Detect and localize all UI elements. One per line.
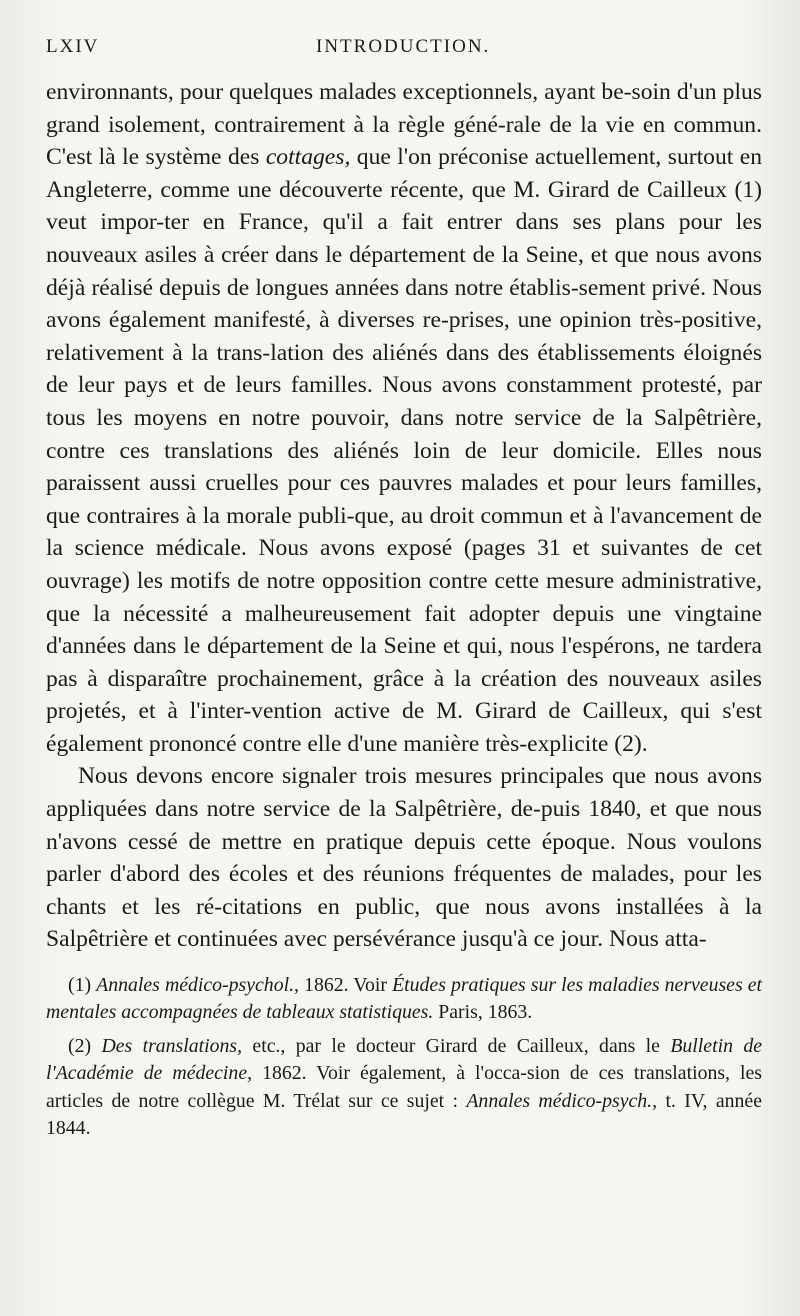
paragraph-1-text-a: environnants, pour quelques malades exceptionnels, ayant be-soin d'un plus grand isolement, contrairement à la règle géné-rale de la vie en commun. C'est là le système des	[46, 79, 762, 171]
footnote-2-mid: etc., par le docteur Girard de Cailleux, dans le	[242, 1034, 671, 1057]
running-title: INTRODUCTION.	[316, 36, 491, 57]
footnote-2-end: t. IV, année 1844.	[46, 1089, 762, 1140]
footnote-1-end: Paris, 1863.	[433, 1001, 533, 1024]
footnote-2-title: Des translations,	[101, 1034, 243, 1057]
footnote-2-mid2: 1862. Voir également, à l'occa-sion de ces translations, les articles de notre collègue M. Trélat sur ce sujet :	[46, 1062, 762, 1112]
page-header	[46, 36, 762, 76]
page-number: LXIV	[46, 36, 100, 57]
footnote-1-mark: (1)	[68, 974, 92, 997]
main-text	[46, 76, 762, 956]
footnote-2-mark: (2)	[68, 1034, 92, 1057]
footnote-2	[46, 1033, 762, 1143]
paragraph-1	[46, 76, 762, 760]
footnote-1-work: Études pratiques sur les maladies nerveuses et mentales accompagnées de tableaux statistiques.	[46, 974, 763, 1024]
paragraph-2: Nous devons encore signaler trois mesures principales que nous avons appliquées dans notre service de la Salpêtrière, de-puis 1840, et que nous n'avons cessé de mettre en pratique depuis cette époque. Nous voulons parler d'abord des écoles et des réunions fréquentes de malades, pour les chants et les ré-citations en public, que nous avons installées à la Salpêtrière et continuées avec persévérance jusqu'à ce jour. Nous atta-	[46, 763, 762, 953]
footnote-2-bulletin: Bulletin de l'Académie de médecine,	[46, 1034, 762, 1085]
footnote-1-mid: 1862. Voir	[298, 974, 393, 997]
footnote-1-journal: Annales médico-psychol.,	[96, 974, 299, 997]
footnote-2-journal: Annales médico-psych.,	[466, 1089, 658, 1112]
footnotes	[46, 972, 762, 1142]
paragraph-1-text-b: que l'on préconise actuellement, surtout en Angleterre, comme une découverte récente, que M. Girard de Cailleux (1) veut impor-ter en France, qu'il a fait entrer dans ses plans pour les nouveaux asiles à créer dans le département de la Seine, et que nous avons déjà réalisé depuis de longues années dans notre établis-sement privé. Nous avons également manifesté, à diverses re-prises, une opinion très-positive, relativement à la trans-lation des aliénés dans des établissements éloignés de leur pays et de leurs familles. Nous avons constamment protesté, par tous les moyens en notre pouvoir, dans notre service de la Salpêtrière, contre ces translations des aliénés loin de leur domicile. Elles nous paraissent aussi cruelles pour ces pauvres malades et pour leurs familles, que contraires à la morale publi-que, au droit commun et à l'avancement de la science médicale. Nous avons exposé (pages 31 et suivantes de cet ouvrage) les motifs de notre opposition contre cette mesure administrative, que la nécessité a malheureusement fait adopter depuis une vingtaine d'années dans le département de la Seine et qui, nous l'espérons, ne tardera pas à disparaître prochainement, grâce à la création des nouveaux asiles projetés, et à l'inter-vention active de M. Girard de Cailleux, qui s'est également prononcé contre elle d'une manière très-explicite (2).	[46, 144, 762, 757]
footnote-1	[46, 972, 762, 1027]
cottages-term: cottages,	[265, 144, 351, 171]
